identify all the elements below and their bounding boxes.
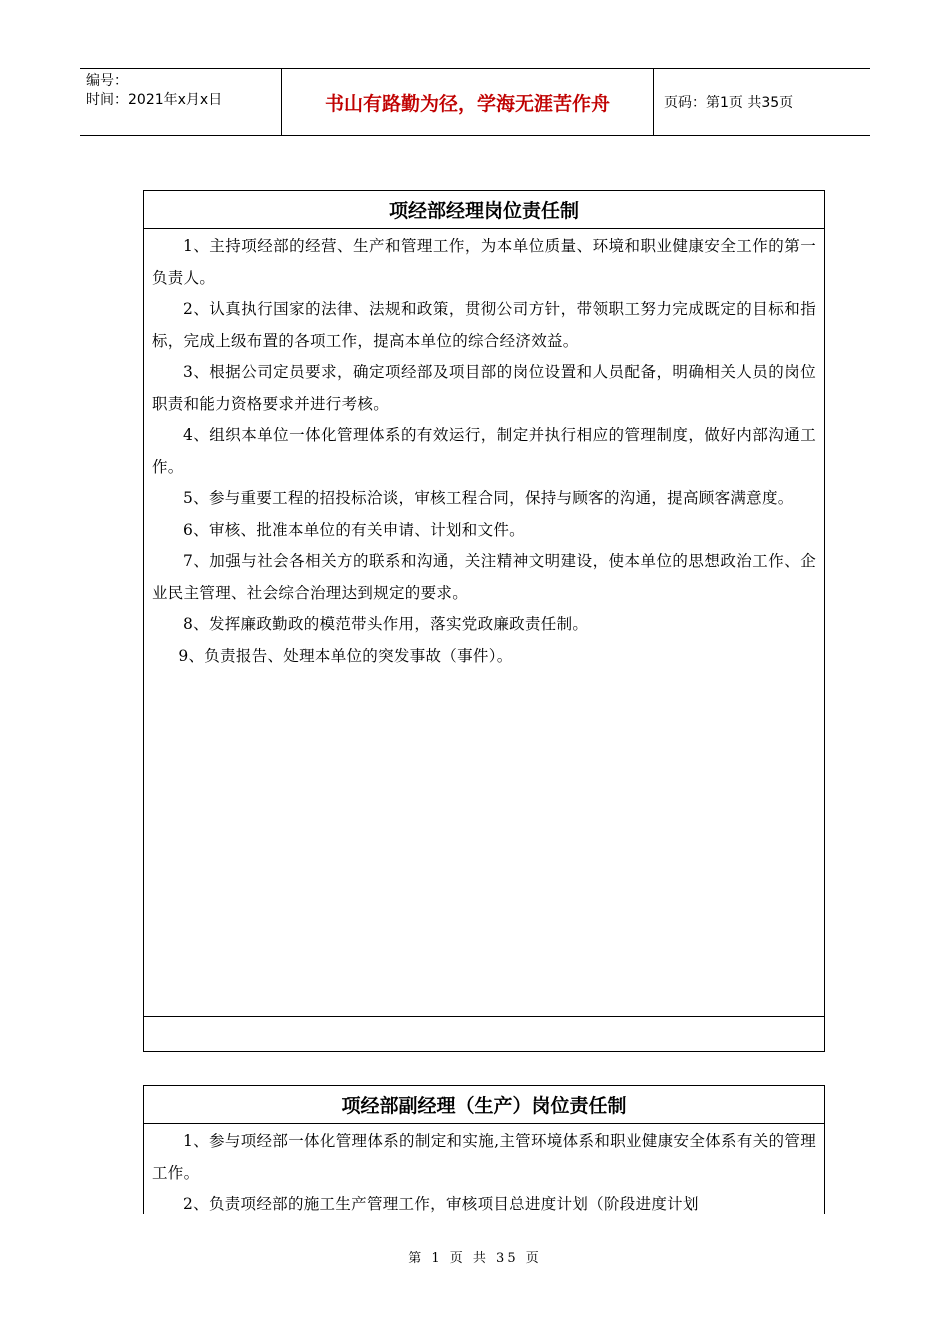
duty-paragraph: 1、参与项经部一体化管理体系的制定和实施,主管环境体系和职业健康安全体系有关的管理工作。 [152, 1132, 816, 1182]
duty-paragraph: 6、审核、批准本单位的有关申请、计划和文件。 [183, 520, 525, 539]
duty-paragraph: 7、加强与社会各相关方的联系和沟通，关注精神文明建设，使本单位的思想政治工作、企业民主管理、社会综合治理达到规定的要求。 [152, 552, 816, 602]
header-motto: 书山有路勤为径，学海无涯苦作舟 [282, 69, 654, 135]
page-header [80, 68, 870, 136]
duty-paragraph: 8、发挥廉政勤政的模范带头作用，落实党政廉政责任制。 [183, 615, 589, 633]
section-body [144, 1124, 824, 1214]
section-table-manager [143, 190, 825, 1052]
duty-paragraph: 9、负责报告、处理本单位的突发事故（事件）。 [178, 646, 513, 665]
duty-paragraph: 2、认真执行国家的法律、法规和政策，贯彻公司方针，带领职工努力完成既定的目标和指标，完成上级布置的各项工作，提高本单位的综合经济效益。 [152, 300, 816, 350]
header-meta [80, 69, 282, 135]
number-label: 编号： [86, 73, 128, 89]
time-label: 时间：2021年x月x日 [86, 92, 223, 108]
duty-paragraph: 5、参与重要工程的招投标洽谈，审核工程合同，保持与顾客的沟通，提高顾客满意度。 [183, 489, 794, 507]
section-title: 项经部经理岗位责任制 [144, 191, 824, 229]
duty-paragraph: 4、组织本单位一体化管理体系的有效运行，制定并执行相应的管理制度，做好内部沟通工作。 [152, 426, 816, 476]
section-body [144, 229, 824, 1017]
duty-paragraph: 2、负责项经部的施工生产管理工作，审核项目总进度计划（阶段进度计划 [183, 1195, 699, 1213]
duty-paragraph: 3、根据公司定员要求，确定项经部及项目部的岗位设置和人员配备，明确相关人员的岗位职责和能力资格要求并进行考核。 [152, 363, 816, 413]
page-footer: 第 1 页 共 35 页 [408, 1251, 542, 1266]
section-table-deputy-manager [143, 1085, 825, 1214]
section-title: 项经部副经理（生产）岗位责任制 [144, 1086, 824, 1124]
header-page-info: 页码：第1页 共35页 [664, 95, 794, 111]
duty-paragraph: 1、主持项经部的经营、生产和管理工作，为本单位质量、环境和职业健康安全工作的第一负责人。 [152, 237, 816, 287]
